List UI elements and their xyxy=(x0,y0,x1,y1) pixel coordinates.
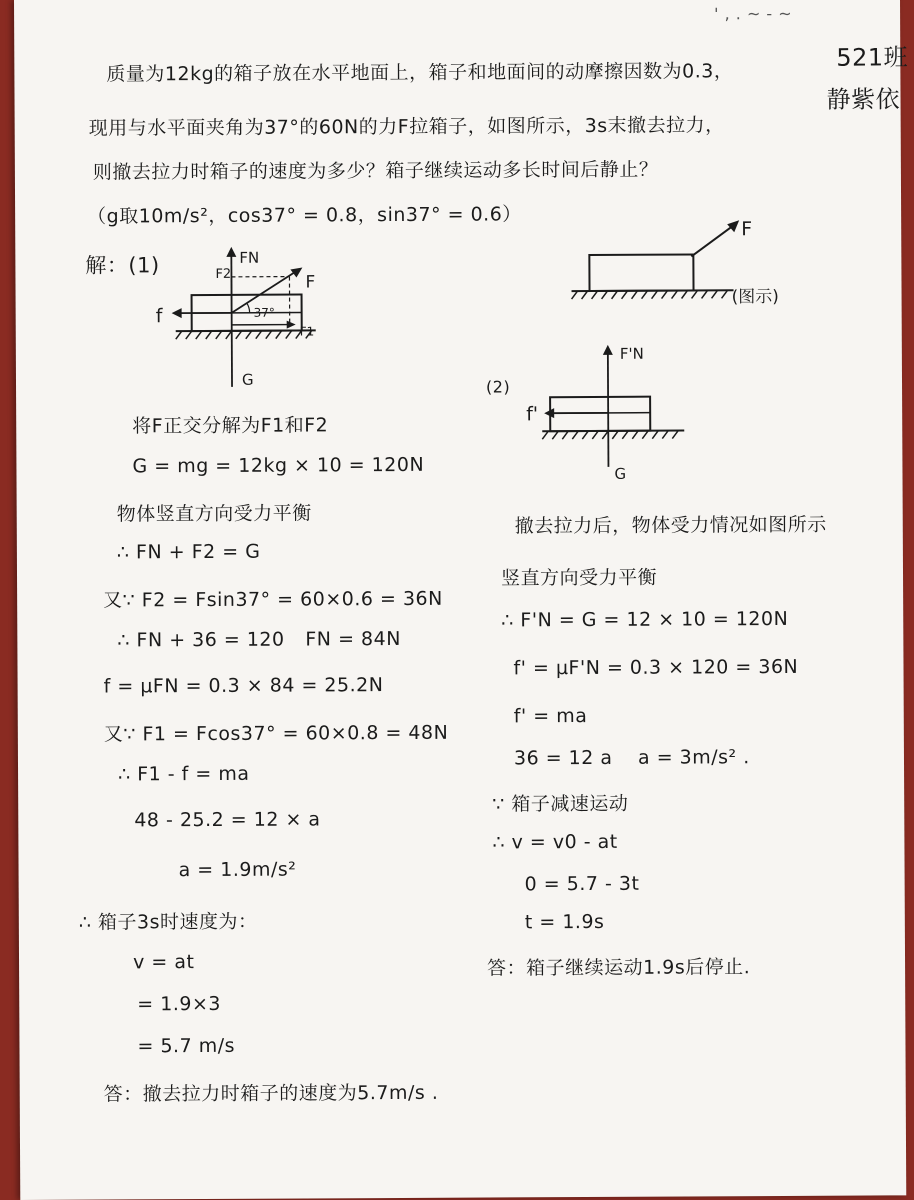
sol2-step-7: ∵ 箱子减速运动 xyxy=(492,792,629,816)
figure-caption: (图示) xyxy=(731,286,779,308)
sol2-accel-result: a = 3m/s² . xyxy=(637,746,750,769)
fbd1-normal-arrow xyxy=(231,253,232,387)
sol2-answer: 答：箱子继续运动1.9s后停止. xyxy=(487,956,751,980)
student-name: 静紫依 xyxy=(826,85,901,114)
fbd1-angle-arc xyxy=(247,303,250,313)
sol1-step-4: ∴ FN + F2 = G xyxy=(116,540,261,564)
sol2-step-2: 竖直方向受力平衡 xyxy=(500,566,658,590)
sol1-step-6: ∴ FN + 36 = 120 xyxy=(117,628,285,652)
fbd1-angle-label: 37° xyxy=(253,305,275,320)
free-body-diagram-2 xyxy=(536,338,697,479)
sol1-step-13: v = at xyxy=(132,951,195,974)
sol1-fn-result: FN = 84N xyxy=(305,627,401,651)
figure-force-label: F xyxy=(741,218,753,241)
solution1-heading: 解：(1) xyxy=(85,253,160,278)
figure-force-arrow xyxy=(691,224,735,256)
sol1-step-7: f = μFN = 0.3 × 84 = 25.2N xyxy=(103,674,384,698)
fbd1-f2-label: F2 xyxy=(215,266,232,282)
sol1-answer: 答：撤去拉力时箱子的速度为5.7m/s . xyxy=(103,1081,439,1106)
sol1-step-1: 将F正交分解为F1和F2 xyxy=(132,414,329,438)
fbd2-normal-arrow xyxy=(608,351,609,467)
problem-line-2: 现用与水平面夹角为37°的60N的力F拉箱子，如图所示，3s末撤去拉力， xyxy=(88,114,725,140)
problem-line-4: （g取10m/s²，cos37° = 0.8，sin37° = 0.6） xyxy=(87,203,522,228)
fbd1-friction-label: f xyxy=(155,305,163,328)
fbd1-gravity-label: G xyxy=(241,370,254,389)
fbd1-ground xyxy=(176,330,316,331)
fbd1-f1-label: F1 xyxy=(299,324,315,339)
fbd2-friction-label: f' xyxy=(526,403,539,426)
problem-line-3: 则撤去拉力时箱子的速度为多少？箱子继续运动多长时间后静止？ xyxy=(92,158,659,184)
sol1-step-2: G = mg = 12kg × 10 = 120N xyxy=(132,453,425,478)
sol2-step-3: ∴ F'N = G = 12 × 10 = 120N xyxy=(501,607,789,632)
fbd2-normal-label: F'N xyxy=(619,344,644,363)
top-edge-marks: ' , . ~ - ~ xyxy=(714,3,793,24)
figure-force-arrowhead xyxy=(727,220,739,232)
sol2-step-8: ∴ v = v0 - at xyxy=(492,830,618,854)
sol1-step-14: = 1.9×3 xyxy=(137,992,222,1016)
solution2-heading: (2) xyxy=(485,377,511,397)
sol2-step-4: f' = μF'N = 0.3 × 120 = 36N xyxy=(513,655,799,680)
sol2-step-10: t = 1.9s xyxy=(524,910,605,934)
sol1-step-3: 物体竖直方向受力平衡 xyxy=(116,502,312,526)
sol2-step-5: f' = ma xyxy=(513,705,588,728)
sol1-step-8: 又∵ F1 = Fcos37° = 60×0.8 = 48N xyxy=(103,721,449,746)
sol1-step-9: ∴ F1 - f = ma xyxy=(117,762,250,786)
sol1-step-11: a = 1.9m/s² xyxy=(178,858,297,882)
sol1-step-12: ∴ 箱子3s时速度为： xyxy=(78,910,258,934)
notebook-page xyxy=(14,0,909,1200)
sol2-step-9: 0 = 5.7 - 3t xyxy=(524,872,640,896)
fbd2-ground xyxy=(542,430,684,431)
fbd1-force-label: F xyxy=(305,272,316,293)
sol2-step-1: 撤去拉力后，物体受力情况如图所示 xyxy=(514,513,827,538)
fbd1-normal-label: FN xyxy=(239,248,260,267)
figure-box xyxy=(589,254,693,291)
sol2-step-6: 36 = 12 a xyxy=(513,746,613,770)
figure-ground xyxy=(572,290,734,291)
sol1-step-5: 又∵ F2 = Fsin37° = 60×0.6 = 36N xyxy=(103,587,443,612)
problem-line-1: 质量为12kg的箱子放在水平地面上，箱子和地面间的动摩擦因数为0.3， xyxy=(106,60,734,86)
class-label: 521班 xyxy=(836,43,909,72)
sol1-step-15: = 5.7 m/s xyxy=(137,1034,236,1058)
fbd2-gravity-label: G xyxy=(614,464,627,483)
sol1-step-10: 48 - 25.2 = 12 × a xyxy=(134,808,321,832)
